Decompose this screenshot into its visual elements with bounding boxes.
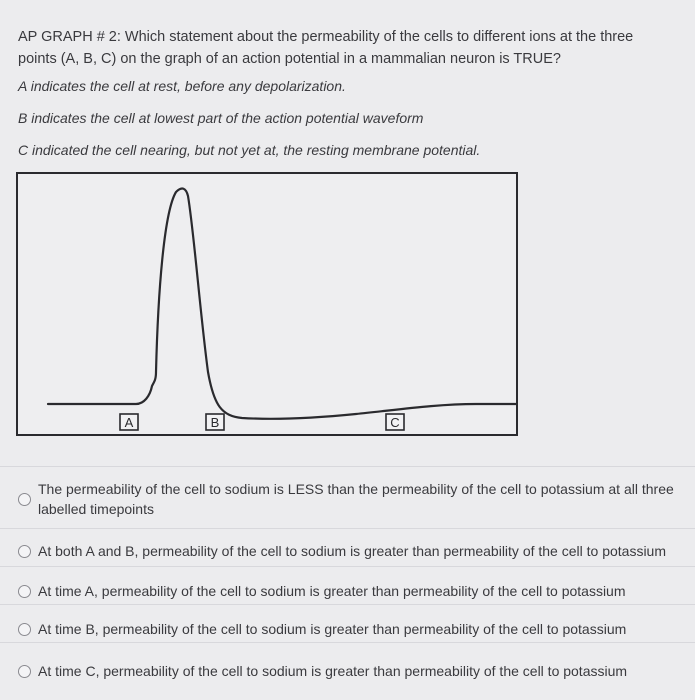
option-2[interactable] xyxy=(0,528,695,567)
option-4[interactable] xyxy=(0,604,695,643)
label-b: B xyxy=(210,415,220,430)
action-potential-graph xyxy=(16,172,518,436)
statement-c: C indicated the cell nearing, but not yet at, the resting membrane potential. xyxy=(18,142,481,158)
radio-button[interactable] xyxy=(18,623,31,636)
question-line-1: AP GRAPH # 2: Which statement about the permeability of the cells to different ions at the three xyxy=(18,29,634,45)
option-3[interactable] xyxy=(0,566,695,605)
option-2-text: At both A and B, permeability of the cell to sodium is greater than permeability of the cell to potassium xyxy=(38,543,667,559)
option-5[interactable] xyxy=(0,642,695,681)
option-4-text: At time B, permeability of the cell to sodium is greater than permeability of the cell to potassium xyxy=(38,621,627,637)
radio-button[interactable] xyxy=(18,665,31,678)
option-1[interactable] xyxy=(0,466,695,529)
label-c-box xyxy=(386,414,404,430)
radio-button[interactable] xyxy=(18,545,31,558)
question-line-2: points (A, B, C) on the graph of an action potential in a mammalian neuron is TRUE? xyxy=(18,51,561,67)
statement-b: B indicates the cell at lowest part of the action potential waveform xyxy=(18,110,424,126)
option-1-line-1: The permeability of the cell to sodium is LESS than the permeability of the cell to potassium at all three xyxy=(38,481,674,497)
radio-button[interactable] xyxy=(18,585,31,598)
label-b-box xyxy=(206,414,224,430)
graph-frame xyxy=(17,173,517,435)
label-a: A xyxy=(124,415,134,430)
label-a-box xyxy=(120,414,138,430)
option-5-text: At time C, permeability of the cell to sodium is greater than permeability of the cell to potassium xyxy=(38,663,628,679)
label-c: C xyxy=(390,415,400,430)
statement-a: A indicates the cell at rest, before any depolarization. xyxy=(18,78,346,94)
radio-button[interactable] xyxy=(18,493,31,506)
question-text xyxy=(18,26,678,70)
option-1-line-2: labelled timepoints xyxy=(38,501,154,517)
option-3-text: At time A, permeability of the cell to sodium is greater than permeability of the cell to potassium xyxy=(38,583,626,599)
